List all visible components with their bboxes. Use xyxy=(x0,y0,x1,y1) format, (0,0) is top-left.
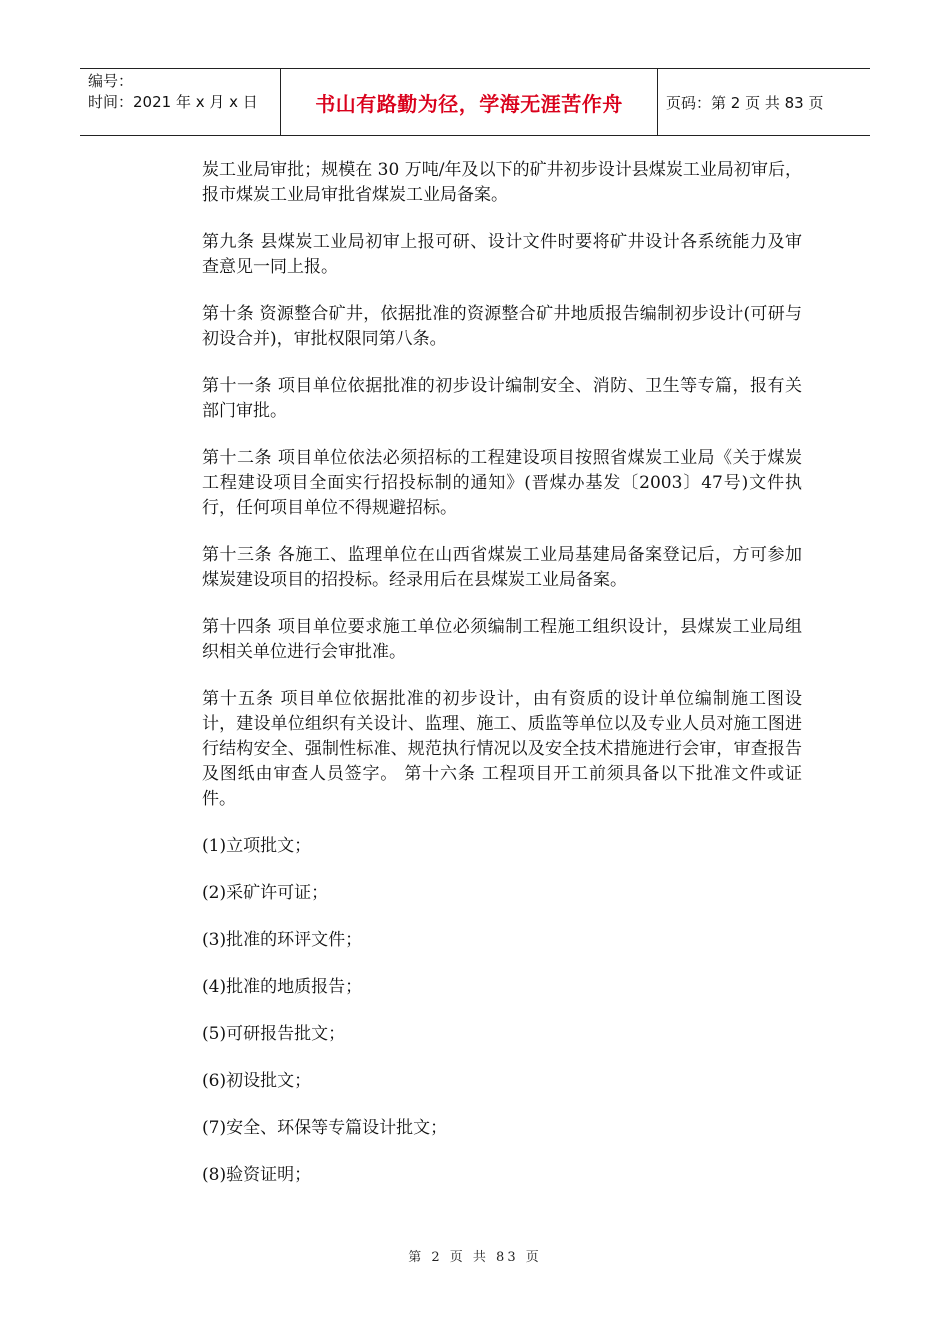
paragraph: 第十三条 各施工、监理单位在山西省煤炭工业局基建局备案登记后，方可参加煤炭建设项目的招投标。经录用后在县煤炭工业局备案。 xyxy=(202,545,802,590)
paragraph: 第十二条 项目单位依法必须招标的工程建设项目按照省煤炭工业局《关于煤炭工程建设项目全面实行招投标制的通知》(晋煤办基发〔2003〕47号)文件执行，任何项目单位不得规避招标。 xyxy=(202,448,802,518)
list-item: (7)安全、环保等专篇设计批文； xyxy=(202,1118,448,1138)
list-item: (1)立项批文； xyxy=(202,836,312,856)
document-body xyxy=(202,158,802,1210)
header-meta xyxy=(80,69,281,135)
list-item: (3)批准的环评文件； xyxy=(202,930,363,950)
list-item: (8)验资证明； xyxy=(202,1165,312,1185)
header-motto: 书山有路勤为径，学海无涯苦作舟 xyxy=(281,69,658,135)
paragraph: 第十一条 项目单位依据批准的初步设计编制安全、消防、卫生等专篇，报有关部门审批。 xyxy=(202,376,802,421)
header-page-info: 页码：第 2 页 共 83 页 xyxy=(666,93,824,112)
paragraph: 第九条 县煤炭工业局初审上报可研、设计文件时要将矿井设计各系统能力及审查意见一同上报。 xyxy=(202,232,802,277)
list-item: (2)采矿许可证； xyxy=(202,883,329,903)
document-date: 时间：2021 年 x 月 x 日 xyxy=(88,93,258,111)
list-item: (6)初设批文； xyxy=(202,1071,312,1091)
paragraph: 第十五条 项目单位依据批准的初步设计，由有资质的设计单位编制施工图设计，建设单位组织有关设计、监理、施工、质监等单位以及专业人员对施工图进行结构安全、强制性标准、规范执行情况以及安全技术措施进行会审，审查报告及图纸由审查人员签字。 第十六条 工程项目开工前须具备以下批准文件或证件。 xyxy=(202,689,802,809)
paragraph: 炭工业局审批；规模在 30 万吨/年及以下的矿井初步设计县煤炭工业局初审后，报市煤炭工业局审批省煤炭工业局备案。 xyxy=(202,160,802,205)
page-footer: 第 2 页 共 83 页 xyxy=(408,1250,542,1265)
paragraph: 第十四条 项目单位要求施工单位必须编制工程施工组织设计，县煤炭工业局组织相关单位进行会审批准。 xyxy=(202,617,802,662)
list-item: (5)可研报告批文； xyxy=(202,1024,346,1044)
document-number: 编号： xyxy=(88,72,134,90)
paragraph: 第十条 资源整合矿井，依据批准的资源整合矿井地质报告编制初步设计(可研与初设合并)，审批权限同第八条。 xyxy=(202,304,802,349)
list-item: (4)批准的地质报告； xyxy=(202,977,363,997)
page-header xyxy=(80,68,870,136)
